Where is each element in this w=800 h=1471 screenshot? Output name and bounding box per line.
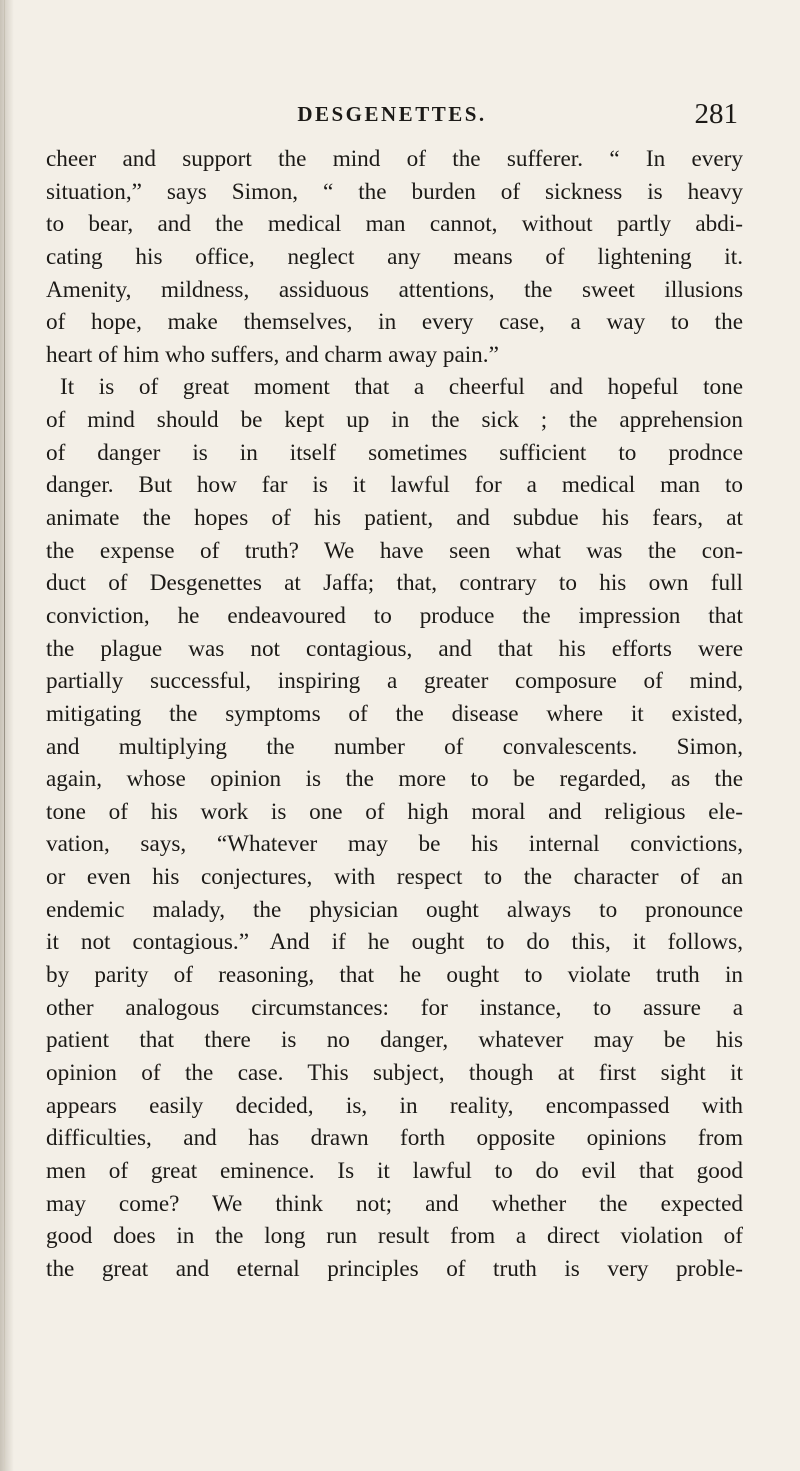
text-line: cheer and support the mind of the sufferer. “ In every bbox=[46, 146, 743, 172]
text-line: or even his conjectures, with respect to the character of an bbox=[46, 864, 743, 891]
text-line: again, whose opinion is the more to be regarded, as the bbox=[46, 766, 743, 793]
body-text bbox=[46, 143, 743, 1285]
text-line: situation,” says Simon, “ the burden of sickness is heavy bbox=[46, 178, 743, 205]
text-line: the great and eternal principles of truth is very proble- bbox=[46, 1255, 743, 1282]
text-line: may come? We think not; and whether the expected bbox=[46, 1190, 743, 1217]
text-line: of mind should be kept up in the sick ; the apprehension bbox=[46, 407, 743, 434]
text-line: it not contagious.” And if he ought to do this, it follows, bbox=[46, 929, 743, 956]
page-gutter-line bbox=[4, 0, 5, 1471]
page-number: 281 bbox=[694, 98, 738, 130]
paragraph-start-line: It is of great moment that a cheerful and hopeful tone bbox=[60, 374, 743, 401]
text-line: mitigating the symptoms of the disease where it existed, bbox=[46, 700, 743, 727]
text-line: men of great eminence. Is it lawful to do evil that good bbox=[46, 1157, 743, 1184]
text-line: other analogous circumstances: for instance, to assure a bbox=[46, 994, 743, 1021]
text-line: the plague was not contagious, and that his efforts were bbox=[46, 635, 743, 662]
text-line: tone of his work is one of high moral and religious ele- bbox=[46, 798, 743, 825]
text-line: to bear, and the medical man cannot, without partly abdi- bbox=[46, 211, 743, 238]
text-line: conviction, he endeavoured to produce the impression that bbox=[46, 602, 743, 629]
text-line: difficulties, and has drawn forth opposite opinions from bbox=[46, 1125, 743, 1152]
text-line: duct of Desgenettes at Jaffa; that, contrary to his own full bbox=[46, 570, 743, 597]
running-head-title: DESGENETTES. bbox=[297, 102, 487, 126]
text-line: opinion of the case. This subject, though at first sight it bbox=[46, 1059, 743, 1086]
text-line: patient that there is no danger, whatever may be his bbox=[46, 1027, 743, 1054]
text-line: the expense of truth? We have seen what was the con- bbox=[46, 537, 743, 564]
text-line: of hope, make themselves, in every case, a way to the bbox=[46, 309, 743, 336]
page-spine-shadow bbox=[0, 0, 14, 1471]
text-line: appears easily decided, is, in reality, encompassed with bbox=[46, 1092, 743, 1119]
running-head bbox=[0, 98, 800, 138]
text-line: Amenity, mildness, assiduous attentions, the sweet illusions bbox=[46, 276, 743, 303]
text-line: endemic malady, the physician ought always to pronounce bbox=[46, 896, 743, 923]
text-line: of danger is in itself sometimes sufficient to prodnce bbox=[46, 439, 743, 466]
text-line: vation, says, “Whatever may be his internal convictions, bbox=[46, 831, 743, 858]
text-line: good does in the long run result from a direct violation of bbox=[46, 1223, 743, 1250]
text-line: partially successful, inspiring a greater composure of mind, bbox=[46, 668, 743, 695]
text-line: and multiplying the number of convalescents. Simon, bbox=[46, 733, 743, 760]
text-line: animate the hopes of his patient, and subdue his fears, at bbox=[46, 505, 743, 532]
text-line: cating his office, neglect any means of lightening it. bbox=[46, 243, 743, 270]
text-line: by parity of reasoning, that he ought to violate truth in bbox=[46, 962, 743, 989]
text-line: heart of him who suffers, and charm away pain.” bbox=[46, 341, 499, 368]
text-line: danger. But how far is it lawful for a medical man to bbox=[46, 472, 743, 499]
